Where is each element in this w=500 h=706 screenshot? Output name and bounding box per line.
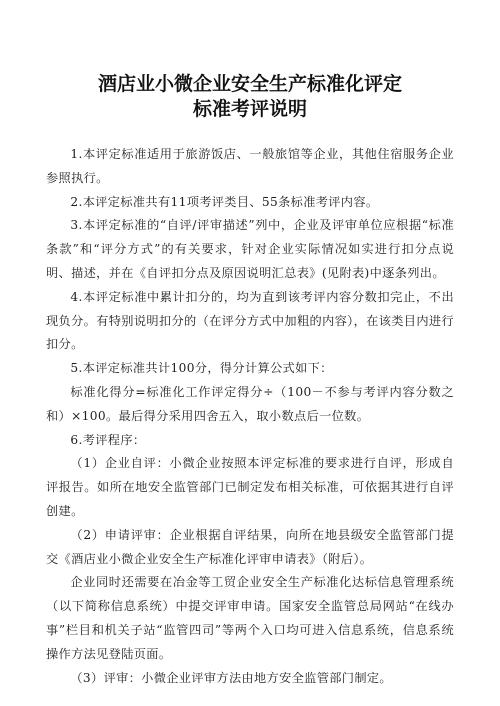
paragraph-review-method: （3）评审：小微企业评审方法由地方安全监管部门制定。 — [70, 670, 392, 685]
title-line-2: 标准考评说明 — [192, 98, 307, 120]
paragraph-item-count: 2.本评定标准共有11项考评类目、55条标准考评内容。 — [70, 194, 379, 209]
paragraph-deduction-rule: 4.本评定标准中累计扣分的，均为直到该考评内容分数扣完止，不出现负分。有特别说明扣分的（在评分方式中加粗的内容），在该类目内进行扣分。 — [46, 289, 454, 352]
paragraph-total-score: 5.本评定标准共计100分，得分计算公式如下： — [70, 361, 333, 376]
document-body — [46, 143, 454, 690]
paragraph-score-formula: 标准化得分=标准化工作评定得分÷（100－不参与考评内容分数之和）×100。最后得分采用四舍五入，取小数点后一位数。 — [46, 384, 454, 423]
paragraph-self-assessment: （1）企业自评：小微企业按照本评定标准的要求进行自评，形成自评报告。如所在地安全监管部门已制定发布相关标准，可依据其进行自评创建。 — [46, 456, 454, 518]
paragraph-scope: 1.本评定标准适用于旅游饭店、一般旅馆等企业，其他住宿服务企业参照执行。 — [46, 147, 454, 185]
paragraph-apply-review: （2）申请评审：企业根据自评结果，向所在地县级安全监管部门提交《酒店业小微企业安全生产标准化评审申请表》（附后）。 — [46, 527, 454, 566]
title-line-1: 酒店业小微企业安全生产标准化评定 — [97, 73, 402, 95]
paragraph-information-system: 企业同时还需要在冶金等工贸企业安全生产标准化达标信息管理系统（以下简称信息系统）中提交评审申请。国家安全监管总局网站“在线办事”栏目和机关子站“监管四司”等两个入口均可进入信息系统，信息系统操作方法见登陆页面。 — [46, 575, 454, 661]
paragraph-procedure-heading: 6.考评程序： — [70, 432, 146, 447]
document-title — [46, 72, 454, 122]
paragraph-review-description: 3.本评定标准的“自评/评审描述”列中，企业及评审单位应根据“标准条款”和“评分方式”的有关要求，针对企业实际情况如实进行扣分点说明、描述，并在《自评扣分点及原因说明汇总表》(见附表)中逐条列出。 — [46, 218, 454, 280]
